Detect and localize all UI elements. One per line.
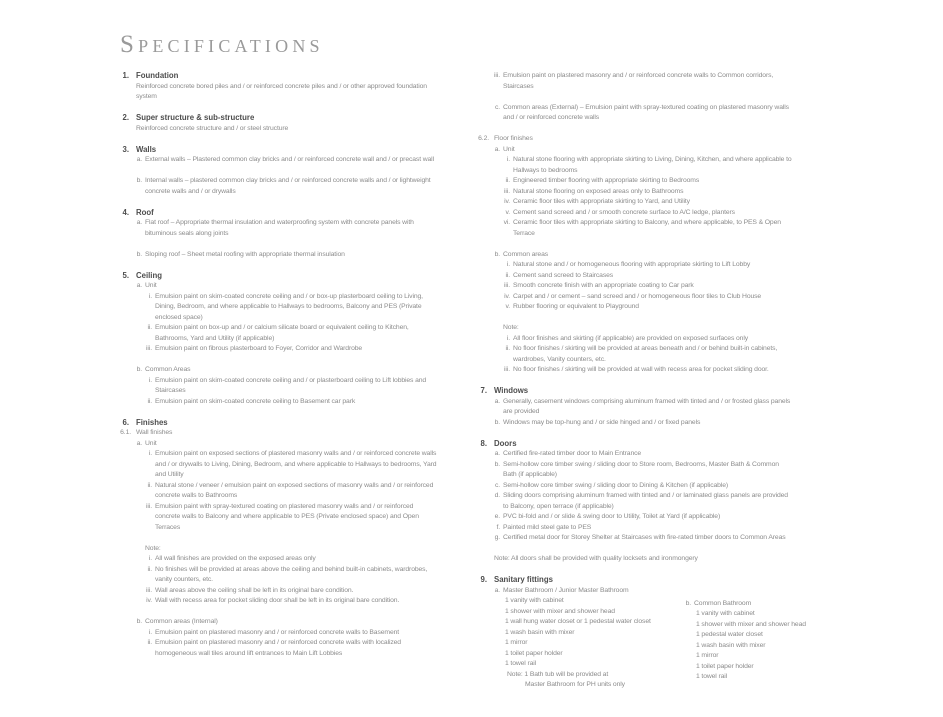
spec-item — [121, 596, 471, 607]
item-marker: i. — [506, 334, 510, 342]
note-text — [121, 544, 471, 555]
spec-item — [121, 397, 471, 408]
spec-item — [479, 260, 829, 271]
item-text: 1 vanity with cabinet — [505, 597, 564, 604]
section-heading — [121, 113, 471, 124]
section-heading — [479, 439, 829, 450]
item-text: 1 towel rail — [696, 673, 728, 680]
spacer — [121, 103, 471, 114]
item-marker: b. — [136, 250, 142, 258]
item-marker: 1. — [122, 71, 129, 80]
item-marker: a. — [136, 282, 142, 289]
item-text: Engineered timber flooring with appropriate skirting to Bedrooms — [513, 177, 700, 184]
spec-item — [479, 302, 829, 313]
fitting-item — [494, 659, 651, 670]
fitting-item — [685, 672, 806, 683]
item-text: 1 vanity with cabinet — [696, 610, 755, 617]
spec-item — [479, 523, 829, 534]
spec-item — [121, 481, 471, 502]
spec-item — [121, 638, 471, 659]
item-text: No floor finishes / skirting will be provided at areas beneath and / or behind built-in cabinets, wardrobes, Vanity counters, etc. — [513, 345, 778, 363]
spec-item — [121, 554, 471, 565]
item-marker: iii. — [146, 345, 152, 352]
sanitary-fittings — [479, 586, 829, 701]
item-text: No floor finishes / skirting will be provided at wall with recess area for pocket sliding door. — [513, 366, 769, 373]
item-marker: ii. — [147, 639, 152, 646]
item-text: Wall areas above the ceiling shall be left in its original bare condition. — [155, 586, 354, 594]
spacer — [121, 533, 471, 544]
fitting-item — [685, 609, 806, 620]
spacer — [479, 92, 829, 103]
item-text: Master Bathroom for PH units only — [525, 681, 625, 688]
fitting-item — [685, 641, 806, 652]
item-text: Emulsion paint on skim-coated concrete ceiling and / or box-up plasterboard ceiling to Living, Dining, Bedroom, and where applicable to Hallways to bedrooms, Balcony and PES (Private enclosed space) — [155, 292, 423, 321]
item-marker: i. — [148, 292, 152, 300]
section-heading — [479, 386, 829, 397]
item-text: Emulsion paint with spray-textured coating on plastered masonry walls and / or reinforced concrete walls to Balcony and where applicable to PES (Private enclosed space) and Open Terraces — [155, 502, 419, 531]
item-marker: iv. — [504, 198, 510, 205]
item-text: Sliding doors comprising aluminum framed with tinted and / or laminated glass panels are provided to Balcony, open terrace (if applicable) — [503, 492, 788, 510]
item-marker: iii. — [504, 366, 510, 373]
item-text: Natural stone and / or homogeneous flooring with appropriate skirting to Lift Lobby — [513, 261, 751, 268]
item-marker: a. — [136, 439, 142, 447]
spec-item — [121, 292, 471, 324]
spec-item — [479, 187, 829, 198]
item-marker: vi. — [503, 219, 510, 226]
item-text: Internal walls – plastered common clay bricks and / or reinforced concrete walls and / or lightweight concrete walls and / or drywalls — [145, 177, 431, 195]
spec-item — [121, 428, 471, 439]
item-text: Emulsion paint on plastered masonry and / or reinforced concrete walls with localized homogeneous wall tiles around lift entrances to Main Lift Lobbies — [155, 639, 401, 657]
item-text: Walls — [136, 144, 157, 154]
item-marker: i. — [148, 555, 152, 562]
spacer — [121, 607, 471, 618]
spec-item — [121, 344, 471, 355]
item-marker: ii. — [505, 177, 510, 184]
item-text: Painted mild steel gate to PES — [503, 523, 592, 531]
spec-item — [479, 271, 829, 282]
item-marker: f. — [496, 523, 500, 531]
item-text: Certified fire-rated timber door to Main Entrance — [503, 450, 642, 457]
spacer — [479, 376, 829, 387]
item-text: 1 towel rail — [505, 660, 537, 667]
item-marker: b. — [494, 250, 500, 258]
item-text: Emulsion paint on fibrous plasterboard to Foyer, Corridor and Wardrobe — [155, 345, 363, 352]
section-heading — [121, 271, 471, 282]
item-marker: ii. — [505, 345, 510, 352]
note-text — [479, 554, 829, 565]
spec-item — [479, 397, 829, 418]
spacer — [479, 239, 829, 250]
item-marker: ii. — [147, 565, 152, 573]
item-marker: iii. — [146, 502, 152, 510]
spec-item — [479, 197, 829, 208]
item-text: External walls – Plastered common clay bricks and / or reinforced concrete wall and / or precast wall — [145, 156, 434, 163]
spec-item — [479, 218, 829, 239]
item-marker: i. — [148, 450, 152, 457]
item-marker: ii. — [505, 271, 510, 279]
item-marker: a. — [136, 219, 142, 226]
item-marker: a. — [494, 145, 500, 153]
item-text: Generally, casement windows comprising aluminum framed with tinted and / or frosted glass panels are provided — [503, 397, 791, 415]
page-title: Specifications — [120, 31, 324, 58]
section-heading — [121, 71, 471, 82]
item-marker: v. — [505, 303, 510, 310]
item-marker: a. — [494, 586, 500, 594]
spacer — [121, 134, 471, 145]
fitting-item — [685, 620, 806, 631]
item-text: 1 wash basin with mixer — [696, 641, 766, 649]
item-text: 1 toilet paper holder — [696, 662, 754, 670]
item-marker: b. — [136, 618, 142, 625]
item-marker: ii. — [147, 324, 152, 331]
item-text: All wall finishes are provided on the exposed areas only — [155, 555, 316, 562]
item-marker: b. — [494, 418, 500, 426]
item-text: 1 wall hung water closet or 1 pedestal water closet — [505, 618, 651, 625]
spacer — [121, 260, 471, 271]
item-text: Carpet and / or cement – sand screed and / or homogeneous floor tiles to Club House — [513, 292, 762, 300]
item-text: Wall with recess area for pocket sliding door shall be left in its original bare condition. — [155, 597, 400, 604]
item-marker: iv. — [146, 597, 152, 604]
item-marker: i. — [506, 156, 510, 163]
item-text: Ceramic floor tiles with appropriate skirting to Balcony, and where applicable, to PES & Open Terrace — [513, 219, 781, 237]
item-text: Common areas (Internal) — [145, 618, 218, 625]
fitting-item — [494, 649, 651, 660]
spec-item — [479, 460, 829, 481]
spec-item — [479, 208, 829, 219]
spec-item — [121, 218, 471, 239]
spec-item — [479, 481, 829, 492]
fitting-item — [685, 662, 806, 673]
item-marker: 6. — [122, 417, 129, 427]
item-text: Smooth concrete finish with an appropriate coating to Car park — [513, 282, 694, 289]
spec-item — [121, 155, 471, 166]
item-text: Sloping roof – Sheet metal roofing with appropriate thermal insulation — [145, 250, 345, 258]
item-marker: a. — [494, 397, 500, 405]
item-text: Reinforced concrete structure and / or steel structure — [136, 124, 289, 132]
item-marker: b. — [136, 366, 142, 373]
item-text: Emulsion paint on box-up and / or calcium silicate board or equivalent ceiling to Kitchen, Bathrooms, Yard and Utility (if applicable) — [155, 324, 409, 342]
item-marker: 4. — [122, 207, 129, 217]
left-column — [121, 71, 471, 659]
item-text: Rubber flooring or equivalent to Playground — [513, 303, 639, 310]
item-text: Flat roof – Appropriate thermal insulation and waterproofing system with concrete panels with bituminous seals along joints — [145, 219, 414, 237]
item-marker: v. — [505, 208, 510, 216]
spec-item — [479, 250, 829, 261]
fitting-item — [685, 651, 806, 662]
item-marker: b. — [494, 460, 500, 468]
item-text: 1 shower with mixer and shower head — [505, 607, 615, 615]
item-marker: 7. — [480, 386, 487, 395]
item-text: All floor finishes and skirting (if applicable) are provided on exposed surfaces only — [513, 334, 748, 342]
section-heading — [121, 145, 471, 156]
item-text: Doors — [494, 438, 517, 448]
item-marker: 6.2. — [478, 135, 489, 142]
item-text: Windows may be top-hung and / or side hinged and / or fixed panels — [503, 418, 701, 426]
section-heading — [121, 208, 471, 219]
item-marker: b. — [136, 177, 142, 184]
item-marker: i. — [506, 261, 510, 268]
bathroom-common — [685, 599, 806, 683]
item-marker: d. — [494, 492, 500, 499]
item-text: Common areas — [503, 250, 549, 258]
item-text: 1 mirror — [696, 652, 719, 659]
spec-item — [479, 176, 829, 187]
item-text: Emulsion paint on exposed sections of plastered masonry walls and / or reinforced concrete walls and / or drywalls to Living, Dining, Bedroom, and where applicable to Hallways to bedrooms, Yard and Utility — [155, 450, 437, 478]
fitting-item — [494, 617, 651, 628]
item-marker: i. — [148, 376, 152, 384]
spec-item — [479, 281, 829, 292]
item-text: Common Areas — [145, 366, 191, 373]
spec-item — [121, 449, 471, 481]
note-text — [494, 670, 651, 681]
spec-item — [479, 334, 829, 345]
item-text: Emulsion paint on plastered masonry and / or reinforced concrete walls to Basement — [155, 628, 400, 636]
item-marker: c. — [494, 103, 500, 111]
item-text: 1 toilet paper holder — [505, 649, 563, 657]
spacer — [121, 355, 471, 366]
fitting-item — [685, 630, 806, 641]
spacer — [479, 565, 829, 576]
spec-item — [121, 586, 471, 597]
item-text: Emulsion paint on plastered masonry and / or reinforced concrete walls to Common corridors, Staircases — [503, 72, 774, 90]
item-text: Cement sand screed and / or smooth concrete surface to A/C ledge, planters — [513, 208, 735, 216]
spec-item — [479, 134, 829, 145]
item-text: Natural stone / veneer / emulsion paint on exposed sections of masonry walls and / or reinforced concrete walls to Bathrooms — [155, 481, 434, 499]
spacer — [479, 313, 829, 324]
item-text: 1 mirror — [505, 639, 528, 646]
spec-item — [479, 155, 829, 176]
spec-item — [479, 71, 829, 92]
item-text: Wall finishes — [136, 429, 173, 436]
spec-item — [121, 376, 471, 397]
item-marker: c. — [494, 481, 500, 489]
item-text: Emulsion paint on skim-coated concrete ceiling and / or plasterboard ceiling to Lift lobbies and Staircases — [155, 376, 427, 394]
item-marker: 8. — [480, 438, 487, 448]
section-heading — [479, 575, 829, 586]
item-marker: iii. — [504, 187, 510, 195]
item-marker: iii. — [494, 72, 500, 79]
item-marker: a. — [136, 156, 142, 163]
spec-item — [121, 365, 471, 376]
spec-item — [479, 365, 829, 376]
spec-item — [479, 292, 829, 303]
item-text: Certified metal door for Storey Shelter at Staircases with fire-rated timber doors to Common Areas — [503, 534, 786, 541]
item-marker: 5. — [122, 270, 129, 280]
item-text: 1 wash basin with mixer — [505, 628, 575, 636]
spec-item — [121, 628, 471, 639]
spec-item — [121, 176, 471, 197]
spacer — [479, 428, 829, 439]
item-marker: 2. — [122, 113, 129, 122]
note-text — [479, 323, 829, 334]
item-text: Windows — [494, 386, 529, 395]
spec-item — [479, 512, 829, 523]
spec-item — [121, 323, 471, 344]
spacer — [121, 166, 471, 177]
item-marker: 6.1. — [120, 429, 131, 436]
item-text: Unit — [145, 439, 157, 447]
item-text: Natural stone flooring with appropriate skirting to Living, Dining, Kitchen, and where applicable to Hallways to bedrooms — [513, 156, 792, 174]
spec-item — [121, 617, 471, 628]
item-marker: g. — [494, 534, 500, 541]
note-text — [121, 124, 471, 135]
spec-item — [479, 145, 829, 156]
item-text: Common areas (External) – Emulsion paint with spray-textured coating on plastered masonry walls and / or reinforced concrete walls — [503, 103, 789, 121]
spacer — [121, 197, 471, 208]
item-text: Super structure & sub-structure — [136, 113, 255, 122]
item-text: Note: — [503, 324, 519, 331]
item-text: Note: — [145, 544, 161, 552]
item-marker: b. — [685, 599, 691, 607]
bathroom-label — [494, 586, 651, 597]
spec-item — [479, 103, 829, 124]
spacer — [121, 407, 471, 418]
spec-item — [121, 502, 471, 534]
item-text: Note: 1 Bath tub will be provided at — [507, 670, 609, 678]
spec-item — [479, 344, 829, 365]
spacer — [479, 124, 829, 135]
item-text: Finishes — [136, 417, 168, 427]
note-text — [494, 680, 651, 691]
fitting-item — [494, 596, 651, 607]
item-text: Semi-hollow core timber swing / sliding door to Dining & Kitchen (if applicable) — [503, 481, 728, 489]
right-column — [479, 71, 829, 701]
bathroom-label — [685, 599, 806, 610]
item-text: Natural stone flooring on exposed areas only to Bathrooms — [513, 187, 684, 195]
spec-item — [121, 439, 471, 450]
fitting-item — [494, 628, 651, 639]
item-text: Common Bathroom — [694, 599, 752, 607]
item-marker: iii. — [146, 586, 152, 594]
note-text — [121, 82, 471, 103]
item-marker: 9. — [480, 575, 487, 584]
item-marker: ii. — [147, 481, 152, 489]
item-text: Semi-hollow core timber swing / sliding door to Store room, Bedrooms, Master Bath & Common Bath (if applicable) — [503, 460, 779, 478]
item-text: Sanitary fittings — [494, 575, 553, 584]
item-text: 1 shower with mixer and shower head — [696, 620, 806, 628]
item-text: PVC bi-fold and / or slide & swing door to Utility, Toilet at Yard (if applicable) — [503, 513, 721, 520]
item-marker: a. — [494, 450, 500, 457]
item-text: Floor finishes — [494, 135, 533, 142]
fitting-item — [494, 638, 651, 649]
item-text: Roof — [136, 207, 154, 217]
item-text: Master Bathroom / Junior Master Bathroom — [503, 586, 629, 594]
spec-item — [121, 250, 471, 261]
spacer — [121, 239, 471, 250]
item-marker: iii. — [504, 282, 510, 289]
item-marker: i. — [148, 628, 152, 636]
item-text: Emulsion paint on skim-coated concrete ceiling to Basement car park — [155, 397, 356, 405]
fitting-item — [494, 607, 651, 618]
item-marker: ii. — [147, 397, 152, 405]
item-text: Ceiling — [136, 270, 162, 280]
item-text: Reinforced concrete bored piles and / or reinforced concrete piles and / or other approved foundation system — [136, 82, 427, 100]
spacer — [479, 544, 829, 555]
item-text: Note: All doors shall be provided with quality locksets and ironmongery — [494, 555, 698, 562]
spec-item — [479, 449, 829, 460]
item-text: 1 pedestal water closet — [696, 631, 763, 638]
item-text: Cement sand screed to Staircases — [513, 271, 614, 279]
item-text: Ceramic floor tiles with appropriate skirting to Yard, and Utility — [513, 198, 690, 205]
spec-item — [479, 491, 829, 512]
item-marker: iv. — [504, 292, 510, 300]
spec-item — [121, 281, 471, 292]
item-marker: 3. — [122, 144, 129, 154]
item-text: Unit — [503, 145, 515, 153]
item-text: Unit — [145, 282, 157, 289]
spec-item — [121, 565, 471, 586]
section-heading — [121, 418, 471, 429]
item-text: No finishes will be provided at areas above the ceiling and behind built-in cabinets, wardrobes, vanity counters, etc. — [155, 565, 428, 583]
spec-item — [479, 533, 829, 544]
item-marker: e. — [494, 513, 500, 520]
spec-item — [479, 418, 829, 429]
bathroom-master — [494, 586, 651, 691]
item-text: Foundation — [136, 71, 179, 80]
